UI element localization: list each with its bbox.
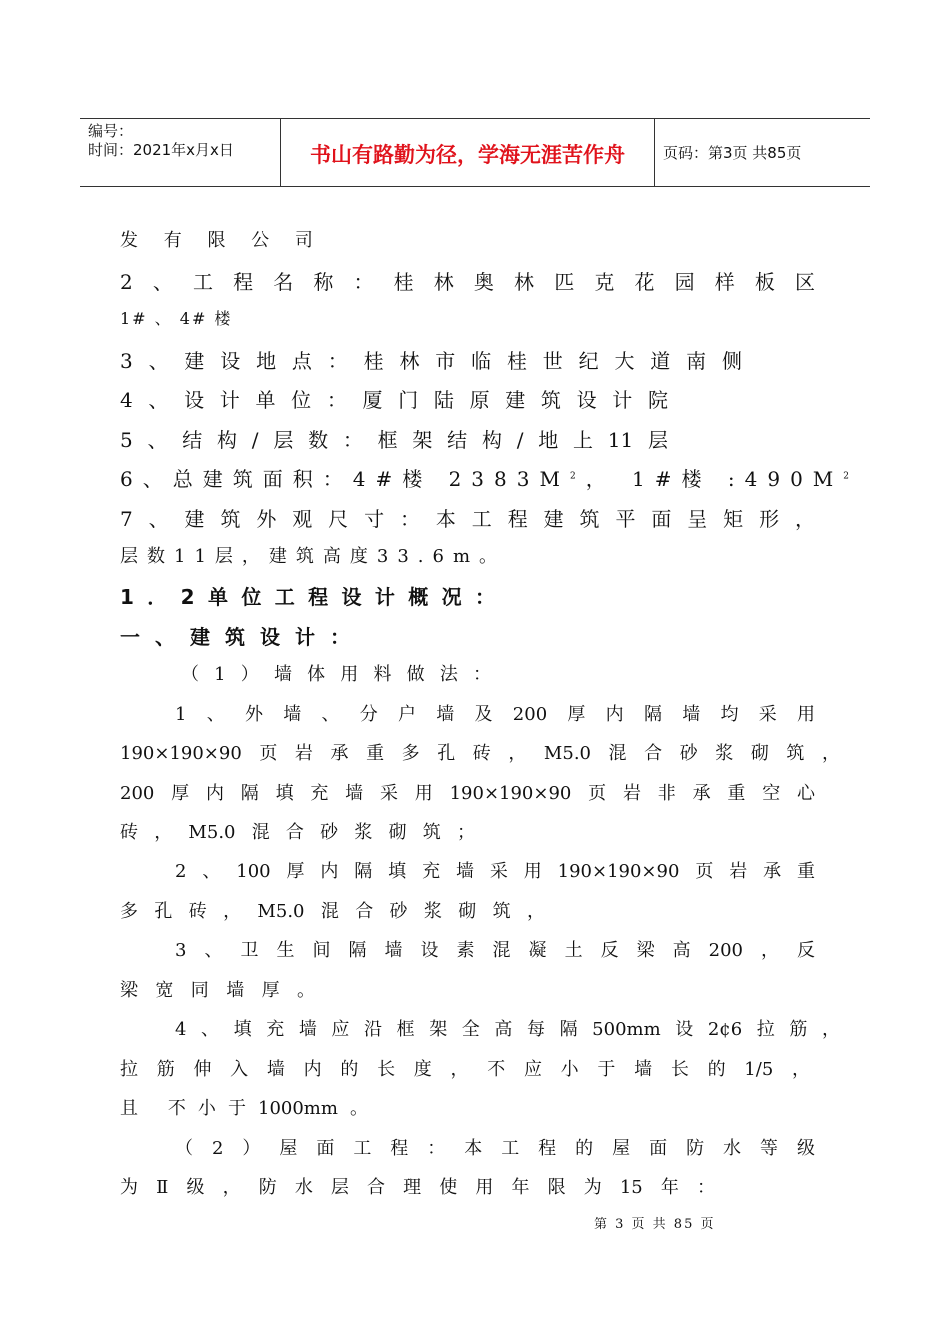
superscript-two: 2 [843, 471, 860, 482]
text-line: 1# 、 4# 楼 [120, 309, 233, 328]
text-line: 1、外墙、分户墙及200厚内隔墙均采用 [175, 704, 815, 725]
text-line: 5、结构/层数：框架结构/地上11层 [120, 428, 668, 452]
header-table [80, 118, 870, 187]
doc-number-label: 编号： [88, 122, 134, 140]
text-line: 发 有 限 公 司 [120, 230, 323, 251]
text-line: 4、设计单位：厦门陆原建筑设计院 [120, 388, 668, 412]
header-meta [80, 119, 281, 186]
text-line: 且 不小于1000mm。 [120, 1098, 368, 1119]
text-line: 190×190×90页岩承重多孔砖，M5.0混合砂浆砌筑， [120, 743, 840, 764]
subsection-heading: （1）墙体用料做法： [181, 664, 491, 685]
header-page-info: 页码：第3页 共85页 [663, 144, 802, 162]
text-line: 2、100厚内隔填充墙采用190×190×90页岩承重 [175, 861, 815, 882]
text-line: 多孔砖，M5.0混合砂浆砌筑， [120, 901, 545, 922]
header-motto: 书山有路勤为径，学海无涯苦作舟 [281, 119, 655, 186]
text-line: 7、建筑外观尺寸：本工程建筑平面呈矩形， [120, 507, 815, 531]
text-line: 4、填充墙应沿框架全高每隔500mm设2¢6拉筋， [175, 1019, 840, 1040]
page-footer: 第 3 页 共 85 页 [594, 1217, 716, 1232]
doc-time-label: 时间：2021年x月x日 [88, 141, 234, 159]
text-line: 层数11层，建筑高度33.6m。 [120, 546, 507, 567]
text-line: 3、建设地点：桂林市临桂世纪大道南侧 [120, 349, 742, 373]
text-line-area-part1: 6、总建筑面积：4#楼 2383M [120, 467, 570, 491]
text-line: 梁宽同墙厚。 [120, 980, 315, 1001]
text-line: 拉筋伸入墙内的长度，不应小于墙长的1/5， [120, 1059, 810, 1080]
text-line: 2、工程名称：桂林奥林匹克花园样板区 [120, 270, 815, 294]
superscript-two: 2 [569, 471, 586, 482]
text-line: 为Ⅱ级，防水层合理使用年限为15年： [120, 1177, 715, 1198]
text-line: 砖，M5.0混合砂浆砌筑； [120, 822, 475, 843]
section-heading: 一、建筑设计： [120, 625, 350, 649]
text-line: 200厚内隔填充墙采用190×190×90页岩非承重空心 [120, 783, 815, 804]
section-heading: 1．2单位工程设计概况： [120, 585, 495, 609]
text-line: 3、卫生间隔墙设素混凝土反梁高200，反 [175, 940, 815, 961]
text-line-area-part2: ， 1#楼 :490M [585, 467, 844, 491]
text-line: （2）屋面工程：本工程的屋面防水等级 [175, 1138, 815, 1159]
text-line-area [120, 463, 859, 492]
